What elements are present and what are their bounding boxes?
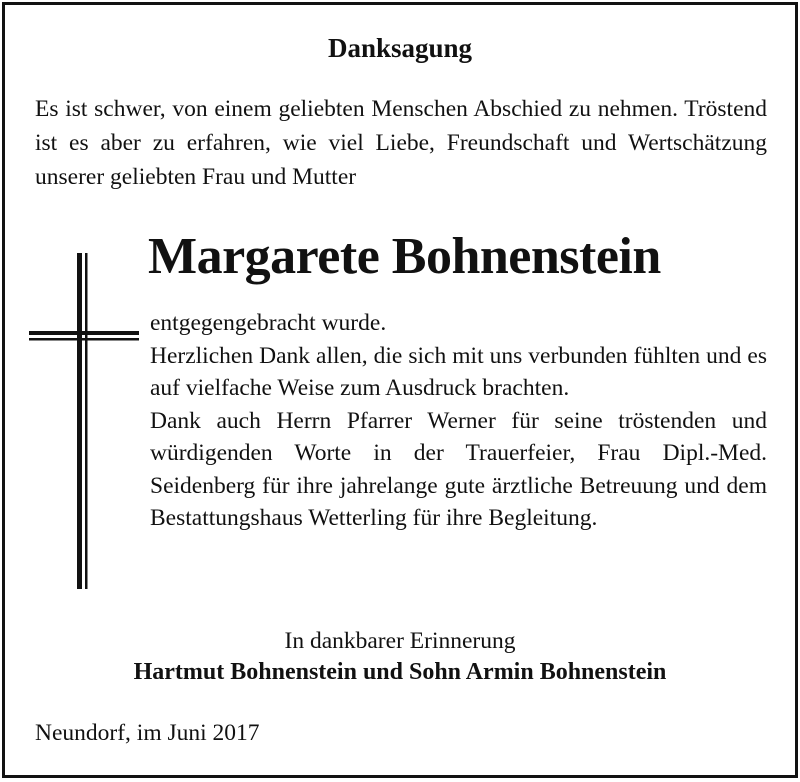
body-paragraph: Herzlichen Dank allen, die sich mit uns verbunden fühlten und es auf vielfache Weise zum Ausdruck brachten. — [150, 342, 767, 401]
notice-body — [150, 307, 767, 535]
signers-line: Hartmut Bohnenstein und Sohn Armin Bohnenstein — [133, 659, 667, 685]
intro-text: Es ist schwer, von einem geliebten Menschen Abschied zu nehmen. Tröstend ist es aber zu erfahren, wie viel Liebe, Freundschaft und Wertschätzung unserer geliebten Frau und Mutter — [35, 96, 767, 190]
place-date: Neundorf, im Juni 2017 — [35, 720, 260, 746]
closing-line: In dankbarer Erinnerung — [284, 628, 516, 654]
deceased-name: Margarete Bohnenstein — [148, 228, 661, 285]
notice-heading: Danksagung — [327, 33, 473, 63]
body-paragraph: Dank auch Herrn Pfarrer Werner für seine tröstenden und würdigenden Worte in der Trauerfeier, Frau Dipl.-Med. Seidenberg für ihre jahrelange gute ärztliche Betreuung und dem Bestattungshaus Wetterling für ihre Begleitung. — [150, 407, 767, 531]
obituary-notice — [2, 2, 798, 778]
cross-icon — [29, 253, 139, 589]
body-paragraph: entgegengebracht wurde. — [150, 310, 387, 336]
